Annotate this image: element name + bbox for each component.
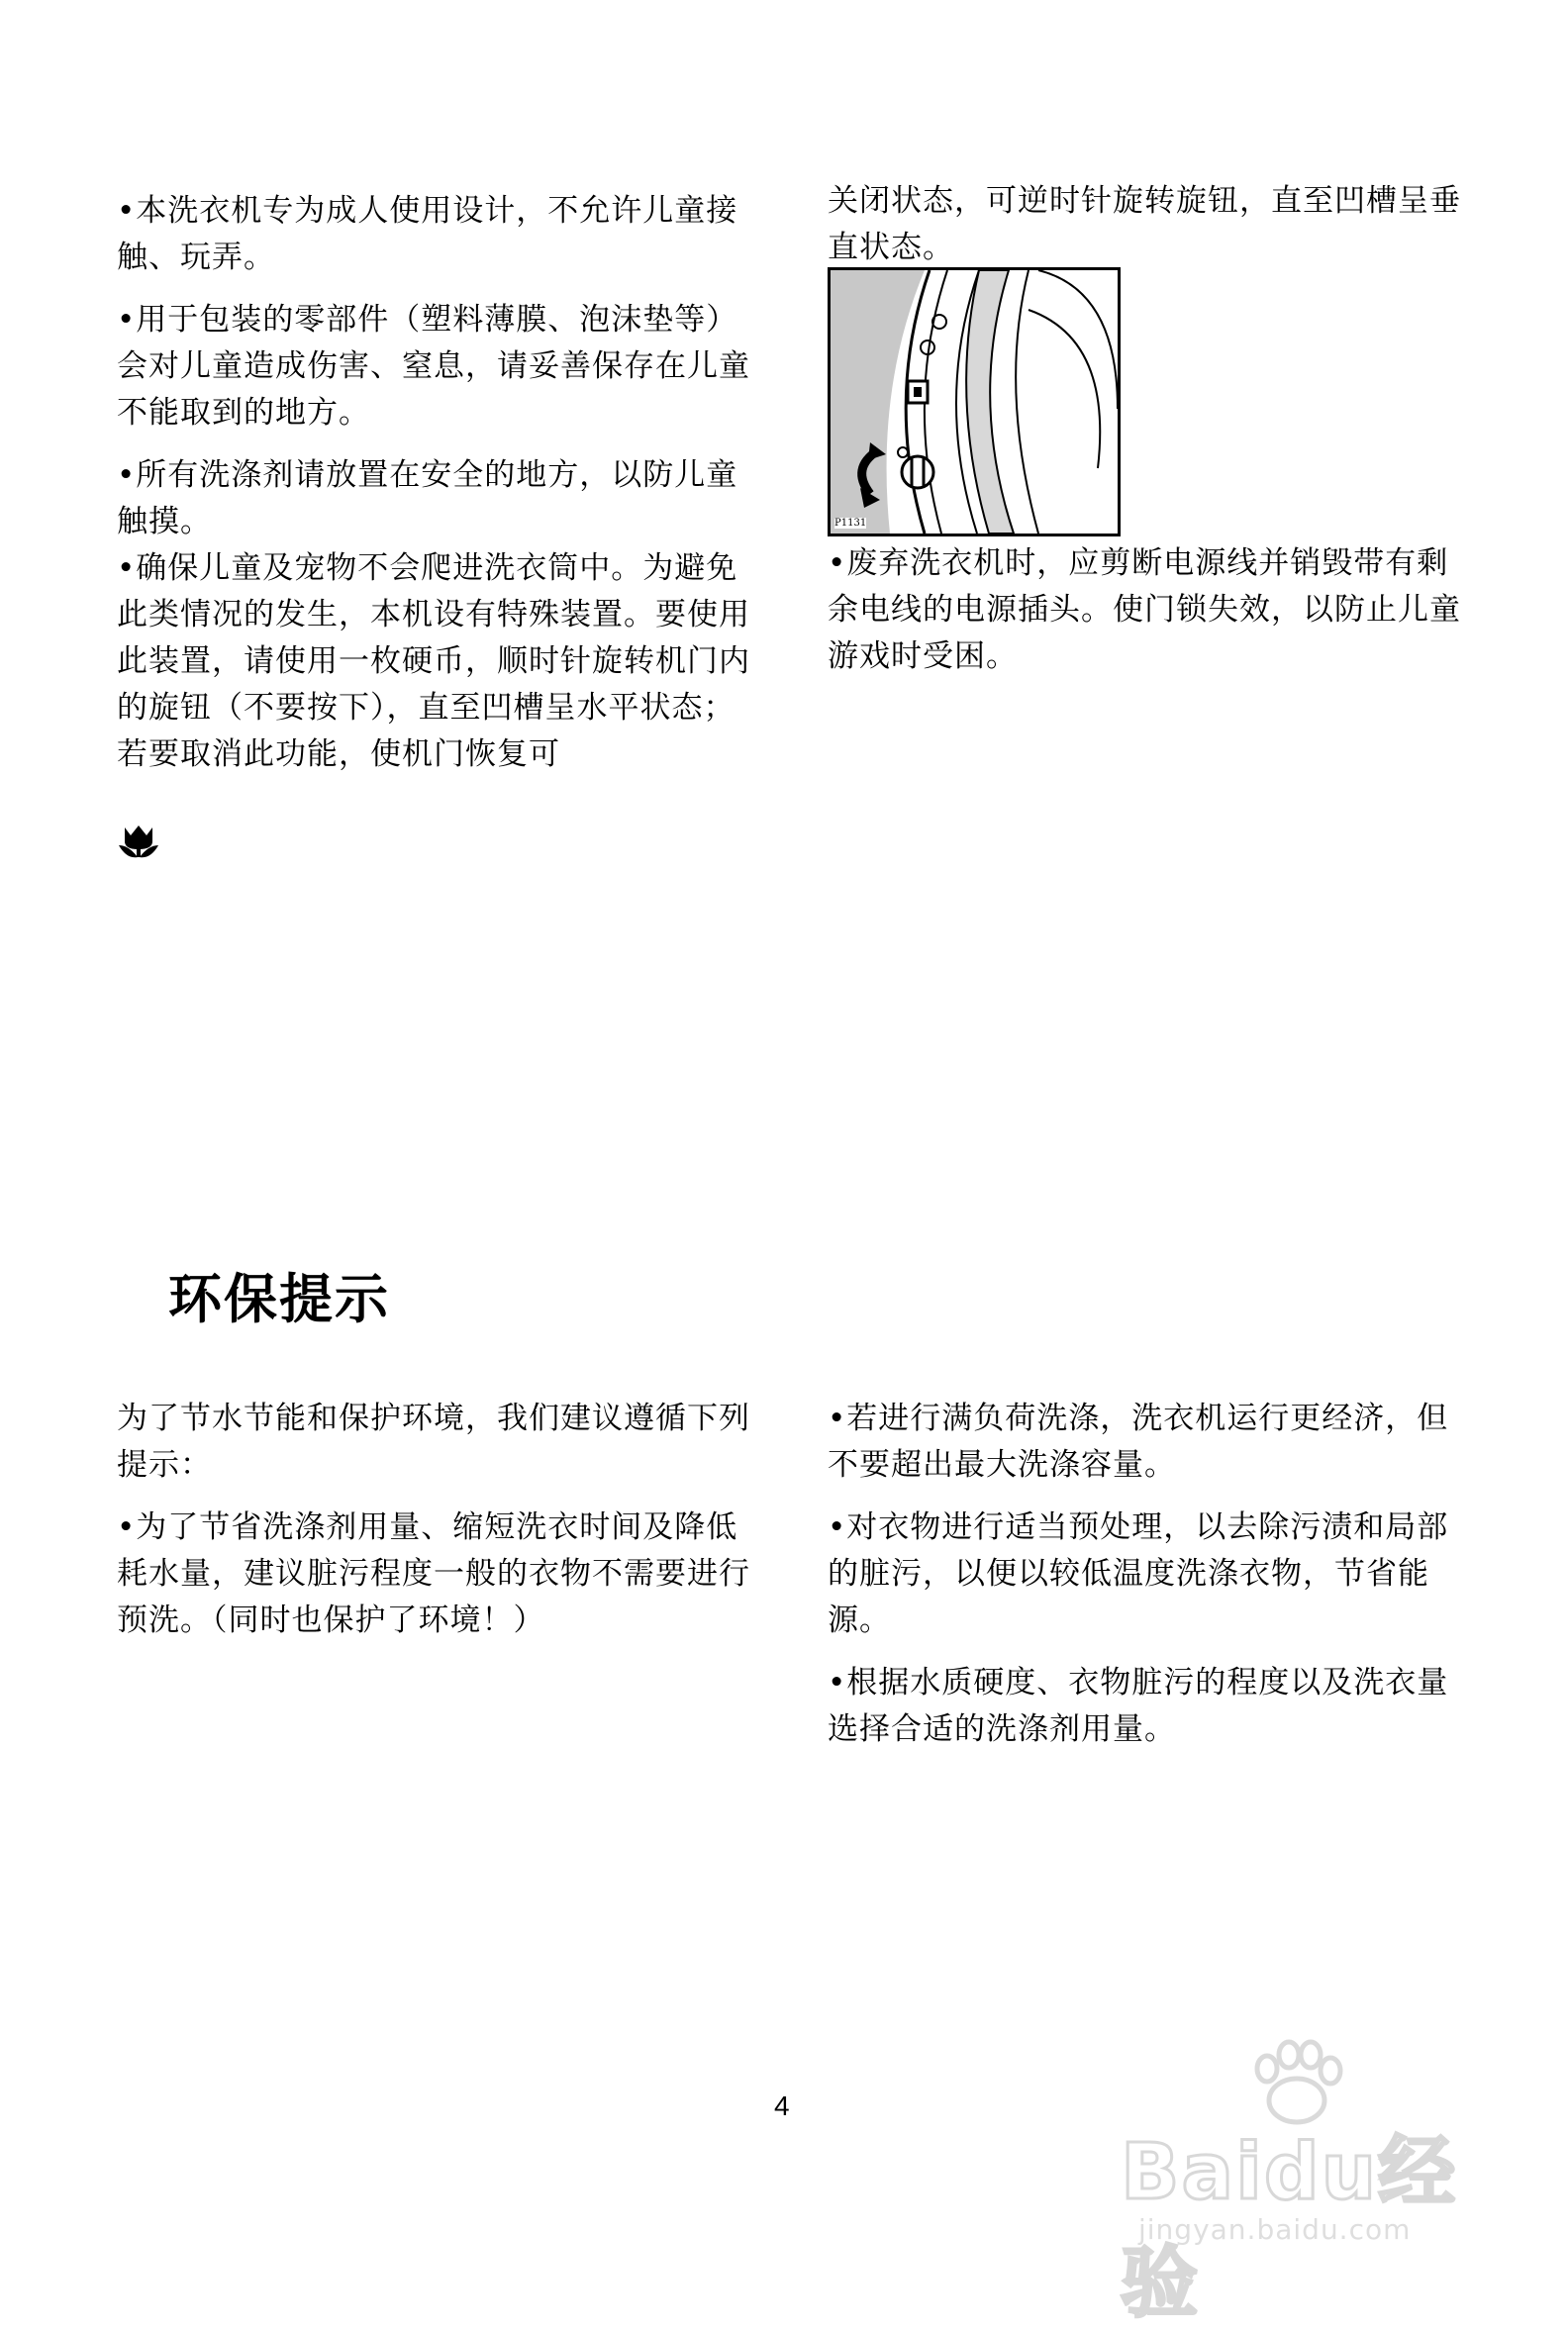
figure-label: P1131 (834, 518, 867, 529)
environment-intro: 为了节水节能和保护环境，我们建议遵循下列提示： (117, 1401, 750, 1483)
environment-tip-2: •若进行满负荷洗涤，洗衣机运行更经济，但不要超出最大洗涤容量。 (828, 1401, 1449, 1483)
safety-paragraph-5: •废弃洗衣机时，应剪断电源线并销毁带有剩余电线的电源插头。使门锁失效，以防止儿童游戏时受困。 (828, 545, 1461, 674)
safety-paragraph-4: •确保儿童及宠物不会爬进洗衣筒中。为避免此类情况的发生，本机设有特殊装置。要使用此装置，请使用一枚硬币，顺时针旋转机门内的旋钮（不要按下），直至凹槽呈水平状态；若要取消此功能，使机门恢复可 (117, 550, 750, 772)
tulip-icon (117, 824, 160, 863)
baidu-watermark (1109, 2039, 1465, 2328)
safety-continuation: 关闭状态，可逆时针旋转旋钮，直至凹槽呈垂直状态。 (828, 183, 1461, 265)
safety-paragraph-2: •用于包装的零部件（塑料薄膜、泡沫垫等）会对儿童造成伤害、窒息，请妥善保存在儿童不能取到的地方。 (117, 302, 750, 431)
door-knob-figure (828, 267, 1121, 536)
door-lock-knob-illustration (831, 270, 1118, 534)
environment-heading: 环保提示 (168, 1268, 390, 1330)
environment-tip-3: •对衣物进行适当预处理，以去除污渍和局部的脏污，以便以较低温度洗涤衣物，节省能源。 (828, 1509, 1449, 1638)
safety-right-paragraph-wrap (828, 540, 1471, 680)
page-number: 4 (774, 2090, 790, 2121)
environment-tip-4: •根据水质硬度、衣物脏污的程度以及洗衣量选择合适的洗涤剂用量。 (828, 1665, 1449, 1747)
safety-right-column (828, 178, 1471, 271)
environment-right-column (828, 1396, 1471, 1753)
safety-paragraph-3: •所有洗涤剂请放置在安全的地方，以防儿童触摸。 (117, 457, 738, 539)
environment-tip-1: •为了节省洗涤剂用量、缩短洗衣时间及降低耗水量，建议脏污程度一般的衣物不需要进行预洗。（同时也保护了环境！） (117, 1509, 750, 1638)
environment-left-column (117, 1396, 760, 1644)
safety-left-column (117, 188, 750, 778)
watermark-url: jingyan.baidu.com (1138, 2213, 1412, 2246)
safety-paragraph-1: •本洗衣机专为成人使用设计，不允许儿童接触、玩弄。 (117, 193, 738, 275)
watermark-brand: Baidu经验 (1121, 2128, 1458, 2328)
